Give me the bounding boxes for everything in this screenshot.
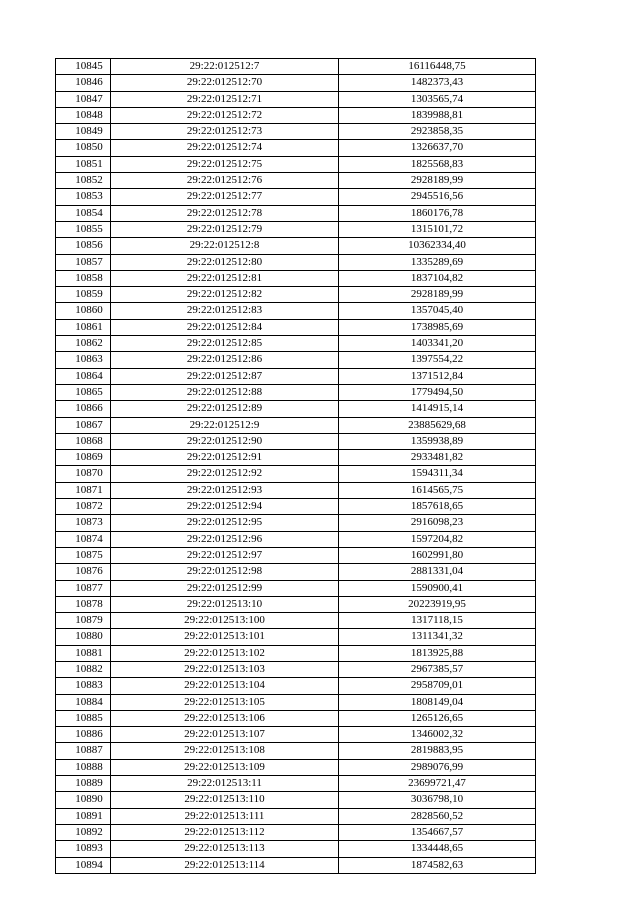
value-cell: 1357045,40 [339,303,536,319]
cadastral-number-cell: 29:22:012512:97 [111,547,339,563]
cadastral-number-cell: 29:22:012512:9 [111,417,339,433]
table-row [56,808,536,824]
cadastral-number-cell: 29:22:012512:99 [111,580,339,596]
table-row [56,613,536,629]
cadastral-number-cell: 29:22:012512:75 [111,156,339,172]
value-cell: 1315101,72 [339,221,536,237]
value-cell: 1334448,65 [339,841,536,857]
row-number-cell: 10850 [56,140,111,156]
table-row [56,776,536,792]
table-row [56,368,536,384]
cadastral-number-cell: 29:22:012512:98 [111,564,339,580]
row-number-cell: 10852 [56,173,111,189]
row-number-cell: 10851 [56,156,111,172]
value-cell: 1590900,41 [339,580,536,596]
row-number-cell: 10866 [56,401,111,417]
value-cell: 1335289,69 [339,254,536,270]
row-number-cell: 10884 [56,694,111,710]
row-number-cell: 10886 [56,727,111,743]
row-number-cell: 10890 [56,792,111,808]
value-cell: 1346002,32 [339,727,536,743]
row-number-cell: 10883 [56,678,111,694]
value-cell: 1371512,84 [339,368,536,384]
table-row [56,205,536,221]
table-row [56,547,536,563]
table-row [56,824,536,840]
table-row [56,107,536,123]
table-row [56,75,536,91]
cadastral-number-cell: 29:22:012513:111 [111,808,339,824]
row-number-cell: 10855 [56,221,111,237]
value-cell: 23699721,47 [339,776,536,792]
row-number-cell: 10881 [56,645,111,661]
row-number-cell: 10880 [56,629,111,645]
cadastral-number-cell: 29:22:012512:84 [111,319,339,335]
cadastral-number-cell: 29:22:012512:89 [111,401,339,417]
row-number-cell: 10875 [56,547,111,563]
cadastral-number-cell: 29:22:012512:70 [111,75,339,91]
value-cell: 1614565,75 [339,482,536,498]
table-row [56,238,536,254]
cadastral-number-cell: 29:22:012512:88 [111,384,339,400]
value-cell: 2828560,52 [339,808,536,824]
value-cell: 1326637,70 [339,140,536,156]
row-number-cell: 10856 [56,238,111,254]
cadastral-number-cell: 29:22:012512:73 [111,124,339,140]
row-number-cell: 10868 [56,433,111,449]
cadastral-number-cell: 29:22:012513:106 [111,710,339,726]
cadastral-number-cell: 29:22:012512:80 [111,254,339,270]
value-cell: 1602991,80 [339,547,536,563]
value-cell: 1813925,88 [339,645,536,661]
cadastral-number-cell: 29:22:012513:104 [111,678,339,694]
table-row [56,466,536,482]
table-row [56,433,536,449]
row-number-cell: 10873 [56,515,111,531]
table-row [56,352,536,368]
table-row [56,759,536,775]
table-row [56,270,536,286]
value-cell: 16116448,75 [339,59,536,75]
value-cell: 2967385,57 [339,661,536,677]
cadastral-number-cell: 29:22:012513:113 [111,841,339,857]
row-number-cell: 10859 [56,287,111,303]
value-cell: 1594311,34 [339,466,536,482]
row-number-cell: 10885 [56,710,111,726]
row-number-cell: 10874 [56,531,111,547]
cadastral-number-cell: 29:22:012513:114 [111,857,339,873]
cadastral-number-cell: 29:22:012512:91 [111,450,339,466]
cadastral-number-cell: 29:22:012512:92 [111,466,339,482]
value-cell: 1808149,04 [339,694,536,710]
table-row [56,156,536,172]
cadastral-number-cell: 29:22:012513:10 [111,596,339,612]
cadastral-number-cell: 29:22:012512:76 [111,173,339,189]
cadastral-number-cell: 29:22:012512:8 [111,238,339,254]
table-row [56,336,536,352]
cadastral-number-cell: 29:22:012512:90 [111,433,339,449]
cadastral-number-cell: 29:22:012513:105 [111,694,339,710]
cadastral-number-cell: 29:22:012512:81 [111,270,339,286]
row-number-cell: 10867 [56,417,111,433]
table-row [56,482,536,498]
row-number-cell: 10845 [56,59,111,75]
row-number-cell: 10878 [56,596,111,612]
cadastral-number-cell: 29:22:012512:87 [111,368,339,384]
value-cell: 1265126,65 [339,710,536,726]
value-cell: 1597204,82 [339,531,536,547]
value-cell: 1403341,20 [339,336,536,352]
cadastral-number-cell: 29:22:012513:112 [111,824,339,840]
row-number-cell: 10857 [56,254,111,270]
row-number-cell: 10869 [56,450,111,466]
value-cell: 1303565,74 [339,91,536,107]
table-row [56,319,536,335]
cadastral-number-cell: 29:22:012513:100 [111,613,339,629]
row-number-cell: 10872 [56,499,111,515]
cadastral-number-cell: 29:22:012512:7 [111,59,339,75]
row-number-cell: 10863 [56,352,111,368]
row-number-cell: 10891 [56,808,111,824]
table-row [56,303,536,319]
value-cell: 2881331,04 [339,564,536,580]
cadastral-number-cell: 29:22:012512:72 [111,107,339,123]
value-cell: 2923858,35 [339,124,536,140]
row-number-cell: 10876 [56,564,111,580]
cadastral-number-cell: 29:22:012512:83 [111,303,339,319]
value-cell: 2989076,99 [339,759,536,775]
row-number-cell: 10887 [56,743,111,759]
cadastral-number-cell: 29:22:012513:101 [111,629,339,645]
value-cell: 1860176,78 [339,205,536,221]
row-number-cell: 10847 [56,91,111,107]
value-cell: 1414915,14 [339,401,536,417]
value-cell: 1825568,83 [339,156,536,172]
value-cell: 1779494,50 [339,384,536,400]
table-row [56,743,536,759]
row-number-cell: 10854 [56,205,111,221]
value-cell: 2945516,56 [339,189,536,205]
row-number-cell: 10849 [56,124,111,140]
cadastral-number-cell: 29:22:012512:82 [111,287,339,303]
table-body [56,59,536,874]
cadastral-number-cell: 29:22:012512:85 [111,336,339,352]
cadastral-number-cell: 29:22:012513:109 [111,759,339,775]
cadastral-number-cell: 29:22:012512:71 [111,91,339,107]
row-number-cell: 10877 [56,580,111,596]
row-number-cell: 10861 [56,319,111,335]
table-row [56,580,536,596]
table-row [56,531,536,547]
value-cell: 1311341,32 [339,629,536,645]
table-row [56,694,536,710]
value-cell: 1857618,65 [339,499,536,515]
cadastral-number-cell: 29:22:012512:95 [111,515,339,531]
row-number-cell: 10894 [56,857,111,873]
table-row [56,678,536,694]
row-number-cell: 10864 [56,368,111,384]
table-row [56,629,536,645]
table-row [56,221,536,237]
value-cell: 23885629,68 [339,417,536,433]
row-number-cell: 10865 [56,384,111,400]
table-row [56,140,536,156]
row-number-cell: 10860 [56,303,111,319]
value-cell: 1397554,22 [339,352,536,368]
row-number-cell: 10882 [56,661,111,677]
value-cell: 1837104,82 [339,270,536,286]
value-cell: 2958709,01 [339,678,536,694]
table-row [56,173,536,189]
row-number-cell: 10889 [56,776,111,792]
value-cell: 20223919,95 [339,596,536,612]
table-row [56,857,536,873]
table-row [56,287,536,303]
value-cell: 2819883,95 [339,743,536,759]
row-number-cell: 10871 [56,482,111,498]
table-row [56,515,536,531]
row-number-cell: 10888 [56,759,111,775]
table-row [56,124,536,140]
value-cell: 2928189,99 [339,173,536,189]
cadastral-number-cell: 29:22:012512:86 [111,352,339,368]
value-cell: 3036798,10 [339,792,536,808]
cadastral-number-cell: 29:22:012512:96 [111,531,339,547]
table-row [56,450,536,466]
table-row [56,254,536,270]
table-row [56,710,536,726]
table-row [56,59,536,75]
cadastral-number-cell: 29:22:012512:77 [111,189,339,205]
cadastral-number-cell: 29:22:012512:74 [111,140,339,156]
row-number-cell: 10853 [56,189,111,205]
row-number-cell: 10848 [56,107,111,123]
value-cell: 2916098,23 [339,515,536,531]
value-cell: 2933481,82 [339,450,536,466]
cadastral-number-cell: 29:22:012512:94 [111,499,339,515]
cadastral-number-cell: 29:22:012513:110 [111,792,339,808]
value-cell: 1359938,89 [339,433,536,449]
value-cell: 10362334,40 [339,238,536,254]
value-cell: 1874582,63 [339,857,536,873]
value-cell: 1839988,81 [339,107,536,123]
row-number-cell: 10892 [56,824,111,840]
cadastral-number-cell: 29:22:012513:103 [111,661,339,677]
table-row [56,645,536,661]
row-number-cell: 10879 [56,613,111,629]
table-row [56,727,536,743]
cadastral-value-table [55,58,536,874]
table-row [56,189,536,205]
value-cell: 1354667,57 [339,824,536,840]
row-number-cell: 10862 [56,336,111,352]
table-row [56,417,536,433]
table-row [56,384,536,400]
cadastral-number-cell: 29:22:012513:107 [111,727,339,743]
cadastral-number-cell: 29:22:012512:93 [111,482,339,498]
row-number-cell: 10846 [56,75,111,91]
cadastral-number-cell: 29:22:012512:78 [111,205,339,221]
cadastral-number-cell: 29:22:012513:11 [111,776,339,792]
cadastral-number-cell: 29:22:012513:102 [111,645,339,661]
table-row [56,661,536,677]
value-cell: 2928189,99 [339,287,536,303]
table-row [56,841,536,857]
table-row [56,564,536,580]
table-row [56,91,536,107]
value-cell: 1738985,69 [339,319,536,335]
table-row [56,499,536,515]
table-row [56,792,536,808]
table-row [56,401,536,417]
cadastral-number-cell: 29:22:012512:79 [111,221,339,237]
row-number-cell: 10858 [56,270,111,286]
cadastral-number-cell: 29:22:012513:108 [111,743,339,759]
value-cell: 1317118,15 [339,613,536,629]
row-number-cell: 10893 [56,841,111,857]
value-cell: 1482373,43 [339,75,536,91]
table-row [56,596,536,612]
row-number-cell: 10870 [56,466,111,482]
